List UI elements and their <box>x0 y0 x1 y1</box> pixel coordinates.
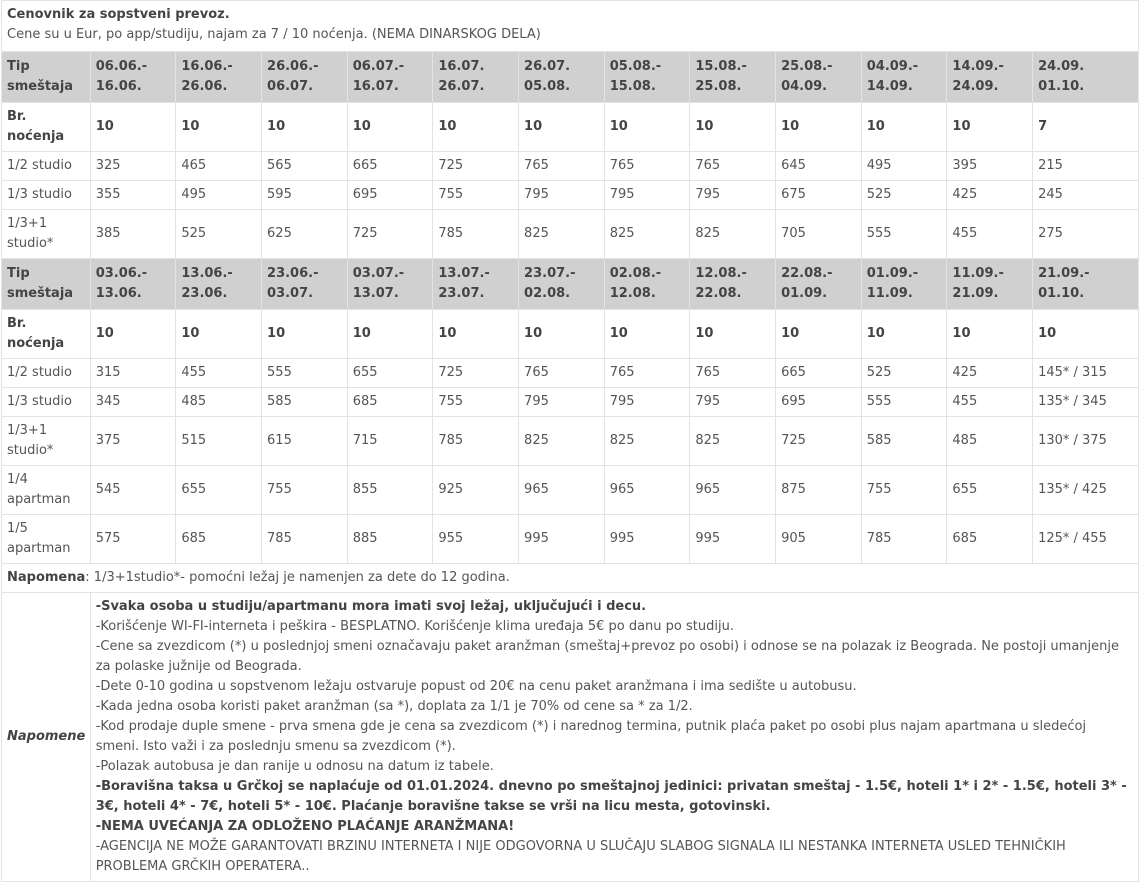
table-row <box>2 417 1139 466</box>
notes-label: Napomene <box>2 593 91 882</box>
price-cell: 695 <box>347 181 433 210</box>
header-period: 12.08.- 22.08. <box>690 259 776 310</box>
price-cell: 10 <box>1033 310 1139 359</box>
price-cell: 525 <box>861 181 947 210</box>
note-cell <box>2 564 1139 593</box>
price-cell: 855 <box>347 466 433 515</box>
price-cell: 655 <box>176 466 262 515</box>
price-cell: 695 <box>776 388 862 417</box>
header-period: 06.06.- 16.06. <box>90 52 176 103</box>
price-cell: 130* / 375 <box>1033 417 1139 466</box>
note-label: Napomena <box>7 570 86 585</box>
price-list-title: Cenovnik za sopstveni prevoz. <box>7 7 230 22</box>
price-cell: 825 <box>519 417 605 466</box>
price-cell: 10 <box>90 103 176 152</box>
price-cell: 685 <box>947 515 1033 564</box>
intro-cell <box>2 1 1139 52</box>
table-row <box>2 103 1139 152</box>
price-cell: 995 <box>519 515 605 564</box>
price-cell: 455 <box>947 210 1033 259</box>
price-cell: 825 <box>690 417 776 466</box>
header-period: 21.09.- 01.10. <box>1033 259 1139 310</box>
price-cell: 10 <box>604 103 690 152</box>
price-cell: 645 <box>776 152 862 181</box>
table-row <box>2 466 1139 515</box>
price-cell: 10 <box>347 103 433 152</box>
header-period: 11.09.- 21.09. <box>947 259 1033 310</box>
price-cell: 465 <box>176 152 262 181</box>
price-cell: 345 <box>90 388 176 417</box>
price-cell: 135* / 345 <box>1033 388 1139 417</box>
intro-row <box>2 1 1139 52</box>
price-cell: 795 <box>604 388 690 417</box>
price-table <box>1 0 1139 882</box>
price-cell: 655 <box>947 466 1033 515</box>
price-cell: 765 <box>690 152 776 181</box>
price-cell: 10 <box>433 310 519 359</box>
price-cell: 825 <box>690 210 776 259</box>
header-accommodation-type: Tip smeštaja <box>2 52 91 103</box>
price-cell: 595 <box>262 181 348 210</box>
price-cell: 215 <box>1033 152 1139 181</box>
note-row <box>2 564 1139 593</box>
price-cell: 325 <box>90 152 176 181</box>
price-cell: 625 <box>262 210 348 259</box>
price-cell: 10 <box>947 103 1033 152</box>
price-cell: 525 <box>861 359 947 388</box>
price-cell: 10 <box>262 103 348 152</box>
note-line: -Svaka osoba u studiju/apartmanu mora imati svoj ležaj, uključujući i decu. <box>95 599 647 614</box>
header-period: 13.07.- 23.07. <box>433 259 519 310</box>
price-cell: 10 <box>861 103 947 152</box>
price-cell: 10 <box>690 310 776 359</box>
header-period: 04.09.- 14.09. <box>861 52 947 103</box>
header-period: 26.06.- 06.07. <box>262 52 348 103</box>
note-line: -Cene sa zvezdicom (*) u poslednjoj smeni označavaju paket aranžman (smeštaj+prevoz po osobi) i odnose se na polazak iz Beograda. Ne postoji umanjenje za polaske južnije od Beograda. <box>95 639 1119 674</box>
price-table-body <box>2 1 1139 882</box>
table-row <box>2 181 1139 210</box>
header-period: 03.07.- 13.07. <box>347 259 433 310</box>
table-row <box>2 515 1139 564</box>
price-cell: 10 <box>262 310 348 359</box>
price-cell: 615 <box>262 417 348 466</box>
header-period: 14.09.- 24.09. <box>947 52 1033 103</box>
price-cell: 455 <box>947 388 1033 417</box>
price-cell: 10 <box>776 103 862 152</box>
header-period: 06.07.- 16.07. <box>347 52 433 103</box>
price-cell: 10 <box>90 310 176 359</box>
price-cell: 725 <box>433 359 519 388</box>
note-line: -NEMA UVEĆANJA ZA ODLOŽENO PLAĆANJE ARANŽMANA! <box>95 819 515 834</box>
row-label: 1/3+1 studio* <box>2 210 91 259</box>
price-cell: 725 <box>433 152 519 181</box>
table-row <box>2 388 1139 417</box>
price-cell: 10 <box>176 103 262 152</box>
price-cell: 495 <box>176 181 262 210</box>
price-cell: 765 <box>604 152 690 181</box>
price-cell: 755 <box>262 466 348 515</box>
price-cell: 795 <box>604 181 690 210</box>
price-cell: 995 <box>604 515 690 564</box>
price-cell: 785 <box>262 515 348 564</box>
row-label: 1/3 studio <box>2 388 91 417</box>
note-line: -Polazak autobusa je dan ranije u odnosu na datum iz tabele. <box>95 759 494 774</box>
price-cell: 10 <box>519 310 605 359</box>
price-cell: 10 <box>347 310 433 359</box>
header-period: 24.09. 01.10. <box>1033 52 1139 103</box>
price-cell: 965 <box>604 466 690 515</box>
price-cell: 245 <box>1033 181 1139 210</box>
price-cell: 765 <box>690 359 776 388</box>
row-label: 1/5 apartman <box>2 515 91 564</box>
price-cell: 585 <box>861 417 947 466</box>
price-cell: 315 <box>90 359 176 388</box>
note-line: -Korišćenje WI-FI-interneta i peškira - BESPLATNO. Korišćenje klima uređaja 5€ po danu po studiju. <box>95 619 734 634</box>
price-cell: 125* / 455 <box>1033 515 1139 564</box>
price-cell: 685 <box>347 388 433 417</box>
price-cell: 955 <box>433 515 519 564</box>
price-cell: 485 <box>947 417 1033 466</box>
note-line: -Kod prodaje duple smene - prva smena gde je cena sa zvezdicom (*) i narednog termina, putnik plaća paket po osobi plus najam apartmana u sledećoj smeni. Isto važi i za poslednju smenu sa zvezdicom (*). <box>95 719 1087 754</box>
price-cell: 715 <box>347 417 433 466</box>
price-cell: 10 <box>690 103 776 152</box>
price-cell: 795 <box>519 181 605 210</box>
note-line: -Boravišna taksa u Grčkoj se naplaćuje od 01.01.2024. dnevno po smeštajnoj jedinici: privatan smeštaj - 1.5€, hoteli 1* i 2* - 1.5€, hoteli 3* - 3€, hoteli 4* - 7€, hoteli 5* - 10€. Plaćanje boravišne takse se vrši na licu mesta, gotovinski. <box>95 779 1127 814</box>
price-cell: 665 <box>347 152 433 181</box>
price-cell: 795 <box>690 181 776 210</box>
header-period: 23.07.- 02.08. <box>519 259 605 310</box>
price-cell: 10 <box>519 103 605 152</box>
header-period: 13.06.- 23.06. <box>176 259 262 310</box>
row-label: Br. noćenja <box>2 310 91 359</box>
header-accommodation-type: Tip smeštaja <box>2 259 91 310</box>
price-cell: 275 <box>1033 210 1139 259</box>
table1-header-row <box>2 52 1139 103</box>
price-cell: 795 <box>519 388 605 417</box>
notes-content <box>90 593 1138 882</box>
price-cell: 785 <box>433 210 519 259</box>
price-cell: 725 <box>776 417 862 466</box>
price-cell: 665 <box>776 359 862 388</box>
price-cell: 785 <box>433 417 519 466</box>
price-cell: 905 <box>776 515 862 564</box>
note-line: -Kada jedna osoba koristi paket aranžman (sa *), doplata za 1/1 je 70% od cene sa * za 1/2. <box>95 699 693 714</box>
table2-header-row <box>2 259 1139 310</box>
price-cell: 885 <box>347 515 433 564</box>
price-cell: 495 <box>861 152 947 181</box>
price-cell: 565 <box>262 152 348 181</box>
header-period: 05.08.- 15.08. <box>604 52 690 103</box>
price-cell: 755 <box>433 181 519 210</box>
price-cell: 965 <box>690 466 776 515</box>
price-cell: 425 <box>947 181 1033 210</box>
price-cell: 10 <box>176 310 262 359</box>
price-cell: 10 <box>433 103 519 152</box>
header-period: 15.08.- 25.08. <box>690 52 776 103</box>
price-cell: 555 <box>861 388 947 417</box>
price-cell: 10 <box>776 310 862 359</box>
price-cell: 765 <box>519 152 605 181</box>
row-label: 1/3 studio <box>2 181 91 210</box>
price-cell: 825 <box>604 417 690 466</box>
price-cell: 385 <box>90 210 176 259</box>
header-period: 16.06.- 26.06. <box>176 52 262 103</box>
price-cell: 575 <box>90 515 176 564</box>
header-period: 16.07. 26.07. <box>433 52 519 103</box>
price-cell: 585 <box>262 388 348 417</box>
header-period: 23.06.- 03.07. <box>262 259 348 310</box>
price-cell: 355 <box>90 181 176 210</box>
price-cell: 875 <box>776 466 862 515</box>
header-period: 03.06.- 13.06. <box>90 259 176 310</box>
price-cell: 145* / 315 <box>1033 359 1139 388</box>
price-cell: 685 <box>176 515 262 564</box>
price-cell: 765 <box>519 359 605 388</box>
price-cell: 395 <box>947 152 1033 181</box>
price-cell: 785 <box>861 515 947 564</box>
table-row <box>2 210 1139 259</box>
price-cell: 995 <box>690 515 776 564</box>
row-label: 1/2 studio <box>2 152 91 181</box>
price-cell: 795 <box>690 388 776 417</box>
row-label: 1/4 apartman <box>2 466 91 515</box>
note-text: : 1/3+1studio*- pomoćni ležaj je namenjen za dete do 12 godina. <box>85 570 510 585</box>
price-cell: 965 <box>519 466 605 515</box>
price-cell: 825 <box>519 210 605 259</box>
price-cell: 765 <box>604 359 690 388</box>
price-cell: 555 <box>861 210 947 259</box>
row-label: Br. noćenja <box>2 103 91 152</box>
price-cell: 525 <box>176 210 262 259</box>
price-cell: 755 <box>433 388 519 417</box>
price-cell: 485 <box>176 388 262 417</box>
price-cell: 7 <box>1033 103 1139 152</box>
price-cell: 135* / 425 <box>1033 466 1139 515</box>
price-cell: 375 <box>90 417 176 466</box>
price-cell: 455 <box>176 359 262 388</box>
header-period: 22.08.- 01.09. <box>776 259 862 310</box>
price-cell: 725 <box>347 210 433 259</box>
price-cell: 675 <box>776 181 862 210</box>
price-cell: 545 <box>90 466 176 515</box>
header-period: 25.08.- 04.09. <box>776 52 862 103</box>
notes-row <box>2 593 1139 882</box>
price-cell: 10 <box>947 310 1033 359</box>
price-list-subtitle: Cene su u Eur, po app/studiju, najam za 7 / 10 noćenja. (NEMA DINARSKOG DELA) <box>7 27 541 42</box>
header-period: 26.07. 05.08. <box>519 52 605 103</box>
table-row <box>2 152 1139 181</box>
price-cell: 555 <box>262 359 348 388</box>
note-line: -AGENCIJA NE MOŽE GARANTOVATI BRZINU INTERNETA I NIJE ODGOVORNA U SLUČAJU SLABOG SIGNALA ILI NESTANKA INTERNETA USLED TEHNIČKIH PROBLEMA GRČKIH OPERATERA.. <box>95 839 1066 874</box>
header-period: 02.08.- 12.08. <box>604 259 690 310</box>
table-row <box>2 359 1139 388</box>
row-label: 1/3+1 studio* <box>2 417 91 466</box>
price-cell: 655 <box>347 359 433 388</box>
price-cell: 425 <box>947 359 1033 388</box>
table-row <box>2 310 1139 359</box>
price-cell: 755 <box>861 466 947 515</box>
price-cell: 10 <box>604 310 690 359</box>
note-line: -Dete 0-10 godina u sopstvenom ležaju ostvaruje popust od 20€ na cenu paket aranžmana i ima sedište u autobusu. <box>95 679 857 694</box>
price-cell: 825 <box>604 210 690 259</box>
price-cell: 515 <box>176 417 262 466</box>
price-cell: 10 <box>861 310 947 359</box>
row-label: 1/2 studio <box>2 359 91 388</box>
price-cell: 925 <box>433 466 519 515</box>
header-period: 01.09.- 11.09. <box>861 259 947 310</box>
price-cell: 705 <box>776 210 862 259</box>
